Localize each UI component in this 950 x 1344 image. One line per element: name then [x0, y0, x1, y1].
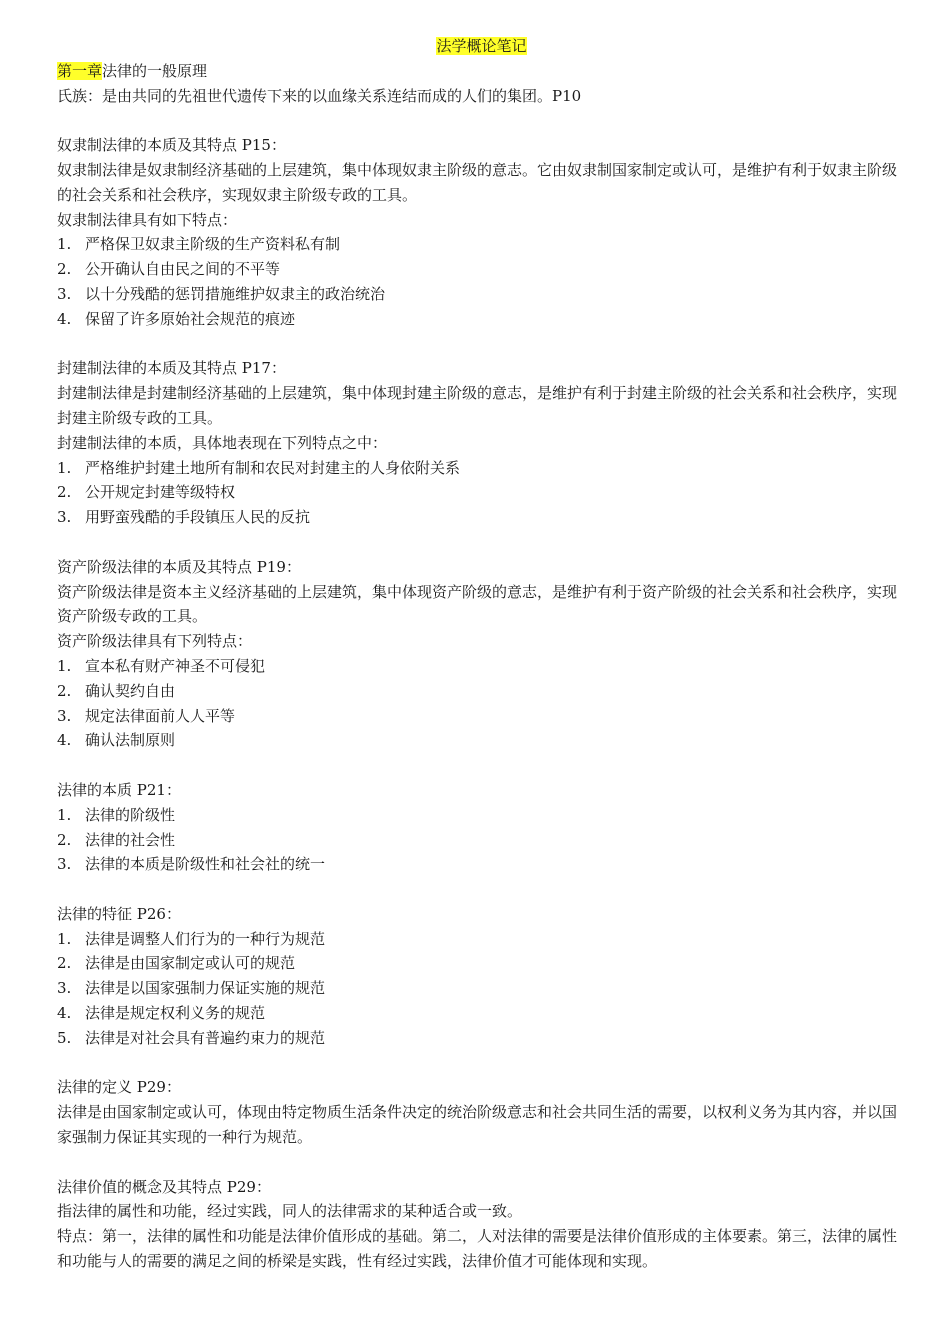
list-number: 1.: [57, 805, 72, 824]
slavery-list: [57, 232, 906, 331]
bourgeois-paragraph: 资产阶级法律是资本主义经济基础的上层建筑，集中体现资产阶级的意志，是维护有利于资产阶级的社会关系和社会秩序，实现资产阶级专政的工具。: [57, 582, 898, 626]
list-number: 1.: [57, 235, 72, 254]
value-paragraph: 指法律的属性和功能，经过实践，同人的法律需求的某种适合或一致。: [57, 1202, 523, 1221]
list-item: [57, 951, 906, 976]
list-number: 1.: [57, 656, 72, 675]
list-number: 4.: [57, 309, 72, 328]
list-text: 法律是对社会具有普遍约束力的规范: [85, 1028, 326, 1047]
list-item: [57, 728, 906, 753]
chapter-number: 第一章: [57, 61, 103, 80]
list-number: 5.: [57, 1028, 72, 1047]
list-item: [57, 803, 906, 828]
list-text: 法律的阶级性: [85, 805, 176, 824]
list-item: [57, 1001, 906, 1026]
bourgeois-heading: 资产阶级法律的本质及其特点 P19：: [57, 557, 301, 576]
list-number: 3.: [57, 979, 72, 998]
features-list: [57, 927, 906, 1051]
list-text: 严格保卫奴隶主阶级的生产资料私有制: [85, 235, 341, 254]
list-item: [57, 1026, 906, 1051]
list-text: 法律的社会性: [85, 830, 176, 849]
bourgeois-list: [57, 654, 906, 753]
slavery-intro: 奴隶制法律具有如下特点：: [57, 210, 238, 229]
list-item: [57, 282, 906, 307]
list-text: 保留了许多原始社会规范的痕迹: [85, 309, 296, 328]
spacer: [57, 530, 906, 555]
spacer: [57, 108, 906, 133]
list-number: 3.: [57, 855, 72, 874]
list-item: [57, 852, 906, 877]
list-item: [57, 927, 906, 952]
list-number: 4.: [57, 1004, 72, 1023]
list-text: 法律的本质是阶级性和社会社的统一: [85, 855, 326, 874]
list-text: 规定法律面前人人平等: [85, 706, 236, 725]
feudal-paragraph: 封建制法律是封建制经济基础的上层建筑，集中体现封建主阶级的意志，是维护有利于封建主阶级的社会关系和社会秩序，实现封建主阶级专政的工具。: [57, 384, 898, 427]
feudal-intro: 封建制法律的本质，具体地表现在下列特点之中：: [57, 433, 388, 452]
list-number: 2.: [57, 830, 72, 849]
clan-definition: 氏族：是由共同的先祖世代遗传下来的以血缘关系连结而成的人们的集团。P10: [57, 86, 582, 105]
features-heading: 法律的特征 P26：: [57, 904, 181, 923]
definition-paragraph: 法律是由国家制定或认可，体现由特定物质生活条件决定的统治阶级意志和社会共同生活的需要，以权利义务为其内容，并以国家强制力保证其实现的一种行为规范。: [57, 1103, 898, 1147]
spacer: [57, 877, 906, 902]
list-text: 法律是规定权利义务的规范: [85, 1004, 266, 1023]
list-number: 3.: [57, 284, 72, 303]
slavery-heading: 奴隶制法律的本质及其特点 P15：: [57, 136, 286, 155]
list-item: [57, 679, 906, 704]
list-item: [57, 307, 906, 332]
list-text: 确认法制原则: [85, 731, 176, 750]
spacer: [57, 753, 906, 778]
list-number: 1.: [57, 458, 72, 477]
list-item: [57, 654, 906, 679]
document-title-line: [57, 34, 906, 59]
list-item: [57, 480, 906, 505]
bourgeois-intro: 资产阶级法律具有下列特点：: [57, 632, 253, 651]
spacer: [57, 1150, 906, 1175]
list-text: 法律是调整人们行为的一种行为规范: [85, 929, 326, 948]
feudal-list: [57, 456, 906, 530]
list-number: 3.: [57, 508, 72, 527]
list-text: 宣本私有财产神圣不可侵犯: [85, 656, 266, 675]
chapter-title: 法律的一般原理: [102, 61, 208, 80]
list-item: [57, 828, 906, 853]
document-title: 法学概论笔记: [436, 37, 527, 55]
list-text: 公开规定封建等级特权: [85, 483, 236, 502]
list-text: 确认契约自由: [85, 681, 176, 700]
list-item: [57, 976, 906, 1001]
value-features-paragraph: 特点：第一，法律的属性和功能是法律价值形成的基础。第二，人对法律的需要是法律价值形成的主体要素。第三，法律的属性和功能与人的需要的满足之间的桥梁是实践，性有经过实践，法律价值才可能体现和实现。: [57, 1227, 898, 1271]
list-number: 2.: [57, 681, 72, 700]
list-item: [57, 505, 906, 530]
spacer: [57, 1051, 906, 1076]
essence-heading: 法律的本质 P21：: [57, 780, 181, 799]
list-number: 1.: [57, 929, 72, 948]
spacer: [57, 332, 906, 357]
list-item: [57, 232, 906, 257]
essence-list: [57, 803, 906, 877]
chapter-heading: [57, 59, 906, 84]
list-item: [57, 704, 906, 729]
list-number: 2.: [57, 483, 72, 502]
value-heading: 法律价值的概念及其特点 P29：: [57, 1177, 271, 1196]
list-text: 法律是由国家制定或认可的规范: [85, 954, 296, 973]
list-number: 4.: [57, 731, 72, 750]
list-item: [57, 456, 906, 481]
list-text: 公开确认自由民之间的不平等: [85, 260, 281, 279]
feudal-heading: 封建制法律的本质及其特点 P17：: [57, 359, 286, 378]
list-text: 用野蛮残酷的手段镇压人民的反抗: [85, 508, 311, 527]
list-number: 2.: [57, 954, 72, 973]
slavery-paragraph: 奴隶制法律是奴隶制经济基础的上层建筑，集中体现奴隶主阶级的意志。它由奴隶制国家制定或认可，是维护有利于奴隶主阶级的社会关系和社会秩序，实现奴隶主阶级专政的工具。: [57, 160, 898, 204]
definition-heading: 法律的定义 P29：: [57, 1078, 181, 1097]
list-text: 法律是以国家强制力保证实施的规范: [85, 979, 326, 998]
list-number: 2.: [57, 260, 72, 279]
list-item: [57, 257, 906, 282]
list-number: 3.: [57, 706, 72, 725]
list-text: 以十分残酷的惩罚措施维护奴隶主的政治统治: [85, 284, 386, 303]
list-text: 严格维护封建土地所有制和农民对封建主的人身依附关系: [85, 458, 461, 477]
